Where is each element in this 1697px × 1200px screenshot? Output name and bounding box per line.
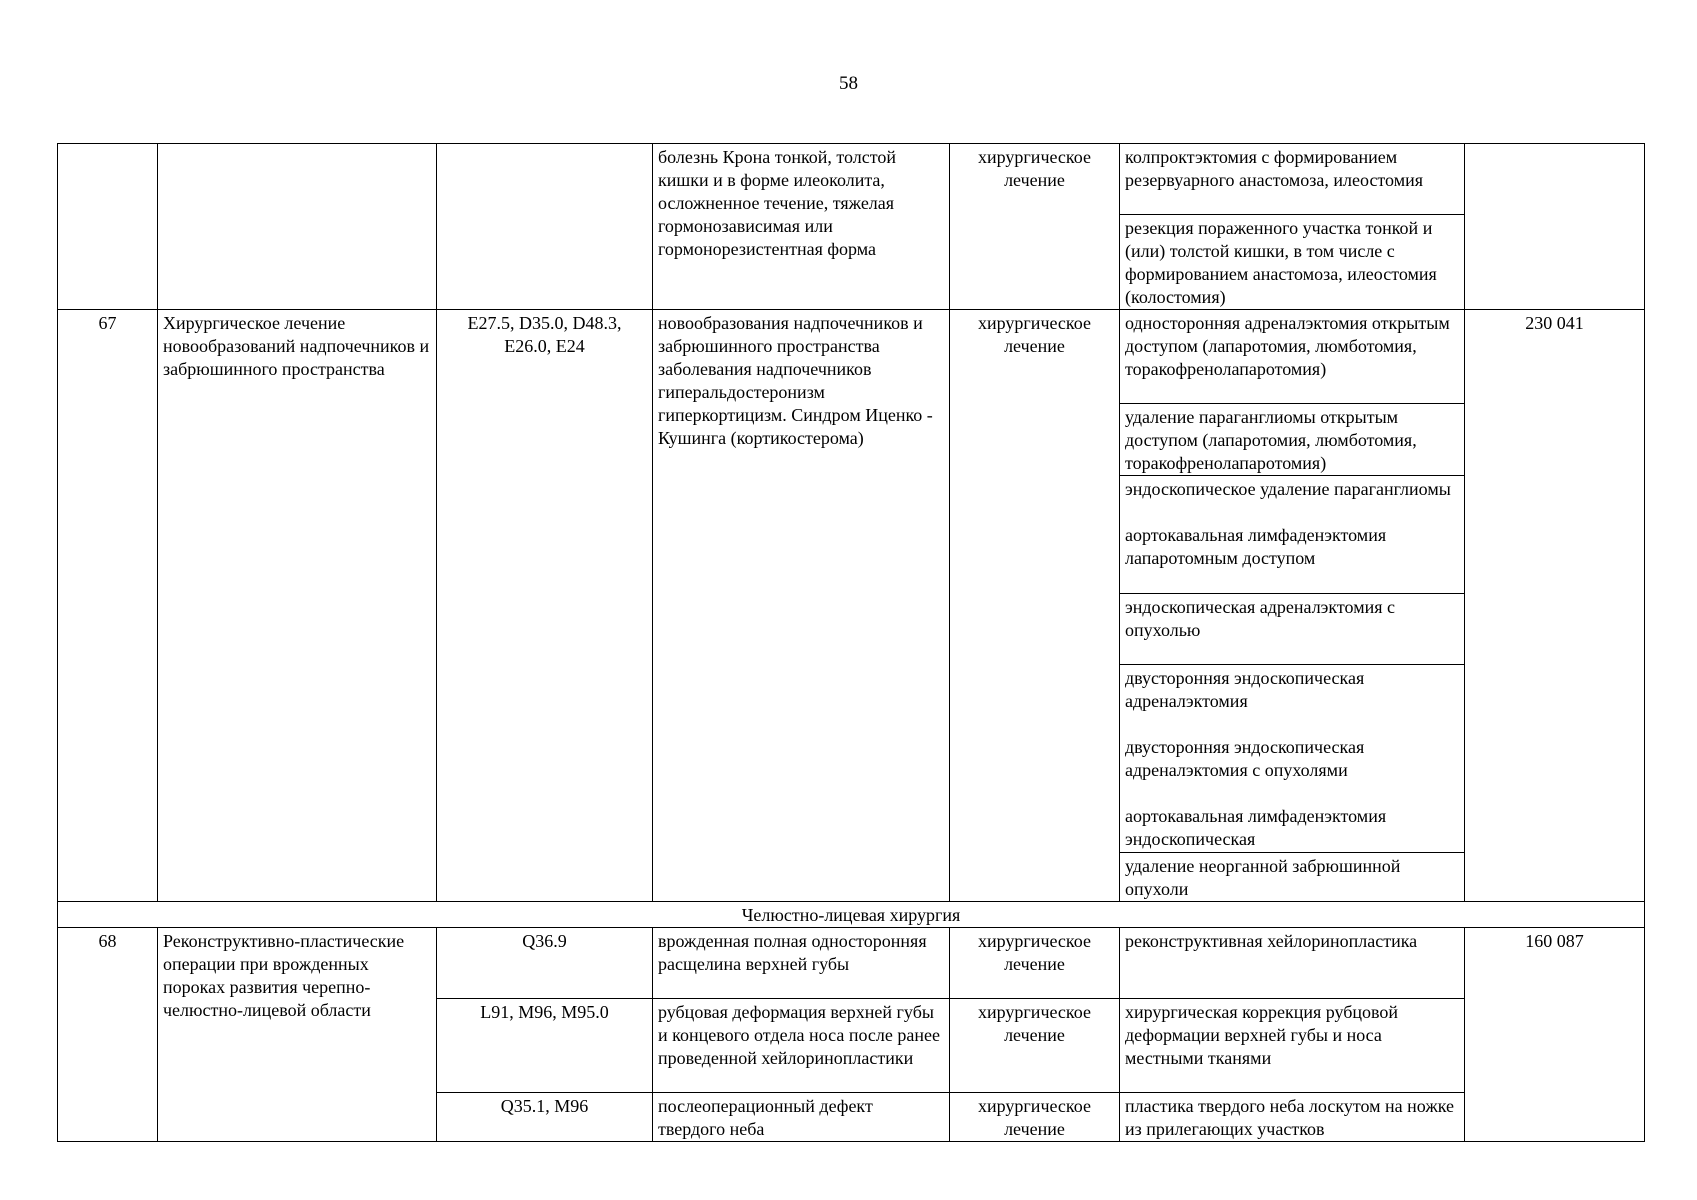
diagnosis-cell: новообразования надпочечников и забрюшинного пространства заболевания надпочечников гиперальдостеронизм гиперкортицизм. Синдром Иценко - Кушинга (кортикостерома) xyxy=(653,310,950,902)
icd-codes-cell: L91, M96, M95.0 xyxy=(437,999,653,1093)
treatment-type-cell: хирургическое лечение xyxy=(950,999,1120,1093)
method-cell xyxy=(1120,665,1465,853)
diagnosis-cell: врожденная полная односторонняя расщелина верхней губы xyxy=(653,928,950,999)
treatment-type-cell: хирургическое лечение xyxy=(950,1093,1120,1142)
diagnosis-cell: послеоперационный дефект твердого неба xyxy=(653,1093,950,1142)
method-text: двусторонняя эндоскопическая адреналэктомия с опухолями xyxy=(1125,737,1365,780)
service-name-cell xyxy=(158,144,437,310)
price-cell: 230 041 xyxy=(1465,310,1645,902)
method-cell: удаление параганглиомы открытым доступом (лапаротомия, люмботомия, торакофренолапаротомия) xyxy=(1120,404,1465,476)
method-text: аортокавальная лимфаденэктомия лапаротомным доступом xyxy=(1125,525,1387,568)
service-name-cell: Реконструктивно-пластические операции при врожденных пороках развития черепно-челюстно-лицевой области xyxy=(158,928,437,1142)
service-name-cell: Хирургическое лечение новообразований надпочечников и забрюшинного пространства xyxy=(158,310,437,902)
icd-codes-cell: Q36.9 xyxy=(437,928,653,999)
icd-codes-cell: Q35.1, M96 xyxy=(437,1093,653,1142)
method-cell: удаление неорганной забрюшинной опухоли xyxy=(1120,853,1465,902)
diagnosis-cell: рубцовая деформация верхней губы и концевого отдела носа после ранее проведенной хейлоринопластики xyxy=(653,999,950,1093)
treatment-type-cell: хирургическое лечение xyxy=(950,928,1120,999)
row-number-cell xyxy=(58,144,158,310)
page-number: 58 xyxy=(839,73,858,94)
method-text: двусторонняя эндоскопическая адреналэктомия xyxy=(1125,668,1365,711)
method-cell: реконструктивная хейлоринопластика xyxy=(1120,928,1465,999)
row-number-cell: 68 xyxy=(58,928,158,1142)
section-row xyxy=(58,902,1645,928)
method-text: эндоскопическое удаление параганглиомы xyxy=(1125,479,1451,499)
treatment-type-cell: хирургическое лечение xyxy=(950,144,1120,310)
method-cell: резекция пораженного участка тонкой и (или) толстой кишки, в том числе с формированием анастомоза, илеостомия (колостомия) xyxy=(1120,215,1465,310)
services-table xyxy=(57,143,1645,1142)
method-cell: колпроктэктомия с формированием резервуарного анастомоза, илеостомия xyxy=(1120,144,1465,215)
price-cell: 160 087 xyxy=(1465,928,1645,1142)
row-number-cell: 67 xyxy=(58,310,158,902)
table-row xyxy=(58,928,1645,999)
method-cell: хирургическая коррекция рубцовой деформации верхней губы и носа местными тканями xyxy=(1120,999,1465,1093)
table-row xyxy=(58,310,1645,404)
method-cell: односторонняя адреналэктомия открытым доступом (лапаротомия, люмботомия, торакофренолапаротомия) xyxy=(1120,310,1465,404)
table-row xyxy=(58,144,1645,215)
icd-codes-cell xyxy=(437,144,653,310)
method-cell: эндоскопическая адреналэктомия с опухолью xyxy=(1120,594,1465,665)
method-cell: пластика твердого неба лоскутом на ножке из прилегающих участков xyxy=(1120,1093,1465,1142)
diagnosis-cell: болезнь Крона тонкой, толстой кишки и в форме илеоколита, осложненное течение, тяжелая гормонозависимая или гормонорезистентная форма xyxy=(653,144,950,310)
section-heading: Челюстно-лицевая хирургия xyxy=(58,902,1645,928)
price-cell xyxy=(1465,144,1645,310)
method-text: аортокавальная лимфаденэктомия эндоскопическая xyxy=(1125,806,1387,849)
treatment-type-cell: хирургическое лечение xyxy=(950,310,1120,902)
method-cell xyxy=(1120,476,1465,594)
icd-codes-cell: E27.5, D35.0, D48.3, E26.0, E24 xyxy=(437,310,653,902)
